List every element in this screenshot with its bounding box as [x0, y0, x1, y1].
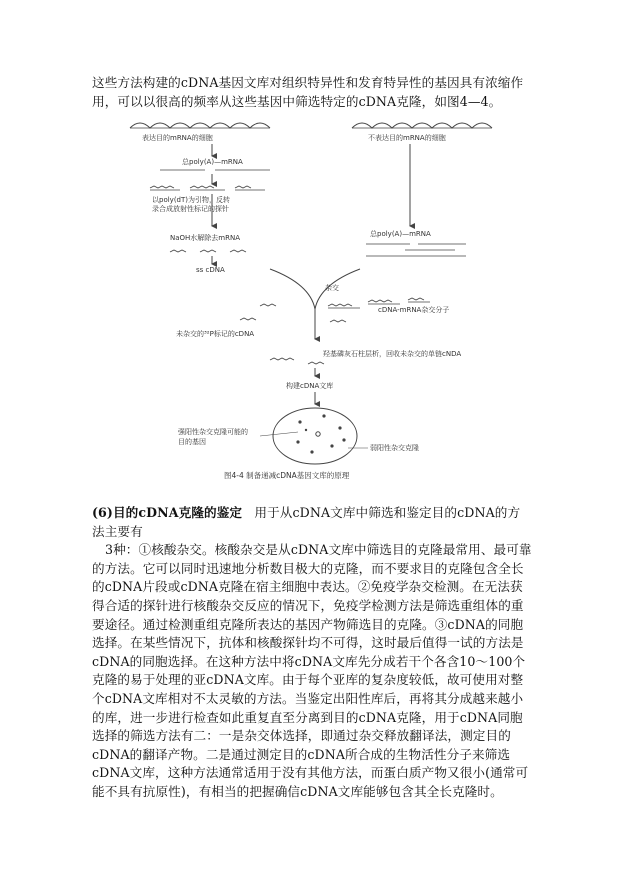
naoh-strands [170, 250, 246, 252]
hap-column-label: 羟基磷灰石柱层析，回收未杂交的单链cNDA [323, 350, 462, 358]
strong-positive-label-2: 目的基因 [178, 438, 206, 446]
section-6 [92, 504, 532, 802]
unhybridized-strands [240, 304, 276, 320]
right-cell [352, 123, 492, 142]
left-cell-label: 表达目的mRNA的细胞 [142, 134, 213, 142]
intro-paragraph: 这些方法构建的cDNA基因文库对组织特异性和发育特异性的基因具有浓缩作用，可以以很高的频率从这些基因中筛选特定的cDNA克隆，如图4—4。 [92, 75, 524, 109]
figure-caption: 图4-4 制备递减cDNA基因文库的原理 [224, 471, 350, 480]
weak-positive-label: 弱阳性杂交克隆 [370, 444, 419, 452]
strong-positive-label-1: 强阳性杂交克隆可能的 [178, 428, 248, 436]
section-lead: 用于从cDNA文库中筛选和鉴定目的cDNA的方法主要有 [92, 505, 521, 539]
ss-cdna-label: ss cDNA [196, 266, 225, 274]
figure-4-4 [120, 114, 500, 484]
recovered-strands [270, 358, 324, 364]
probe-strands [150, 186, 265, 190]
hybrid-molecule-label: cDNA-mRNA杂交分子 [378, 306, 450, 314]
left-total-mrna-label: 总poly(A)—mRNA [182, 158, 243, 166]
right-total-mrna-label: 总poly(A)—mRNA [370, 230, 431, 238]
left-cell [130, 123, 270, 142]
naoh-label: NaOH水解除去mRNA [170, 234, 241, 242]
probe-label-2: 录合成放射性标记的探针 [152, 205, 229, 213]
section-body: 3种：①核酸杂交。核酸杂交是从cDNA文库中筛选目的克隆最常用、最可靠的方法。它可以同时迅速地分析数目极大的克隆，而不要求目的克隆包含全长的cDNA片段或cDNA克隆在宿主细胞中表达。②免疫学杂交检测。在无法获得合适的探针进行核酸杂交反应的情况下，免疫学检测方法是筛选重组体的重要途径。通过检测重组克隆所表达的基因产物筛选目的克隆。③cDNA的同胞选择。在某些情况下，抗体和核酸探针均不可得，这时最后值得一试的方法是cDNA的同胞选择。在这种方法中将cDNA文库先分成若干个各含10～100个克隆的易于处理的亚cDNA文库。由于每个亚库的复杂度较低，故可使用对整个cDNA文库相对不太灵敏的方法。当鉴定出阳性库后，再将其分成越来越小的库，进一步进行检查如此重复直至分离到目的cDNA克隆，用于cDNA同胞选择的筛选方法有二：一是杂交体选择，即通过杂交释放翻译法，测定目的cDNA的翻译产物。二是通过测定目的cDNA所合成的生物活性分子来筛选cDNA文库，这种方法通常适用于没有其他方法，而蛋白质产物又很小(通常可能不具有抗原性)，有相当的把握确信cDNA文库能够包含其全长克隆时。 [92, 542, 532, 799]
diagram [120, 114, 500, 484]
section-title: (6)目的cDNA克隆的鉴定 [92, 505, 243, 520]
unhybridized-label: 未杂交的³²P标记的cDNA [176, 330, 255, 338]
colonies [296, 414, 345, 453]
hybridize-label: 杂交 [325, 284, 339, 292]
right-cell-label: 不表达目的mRNA的细胞 [368, 134, 446, 142]
petri-dish [273, 408, 357, 464]
right-mrna-strands [366, 244, 466, 256]
probe-label-1: 以poly(dT)为引物，反转 [152, 196, 230, 204]
build-library-label: 构建cDNA文库 [286, 382, 334, 390]
